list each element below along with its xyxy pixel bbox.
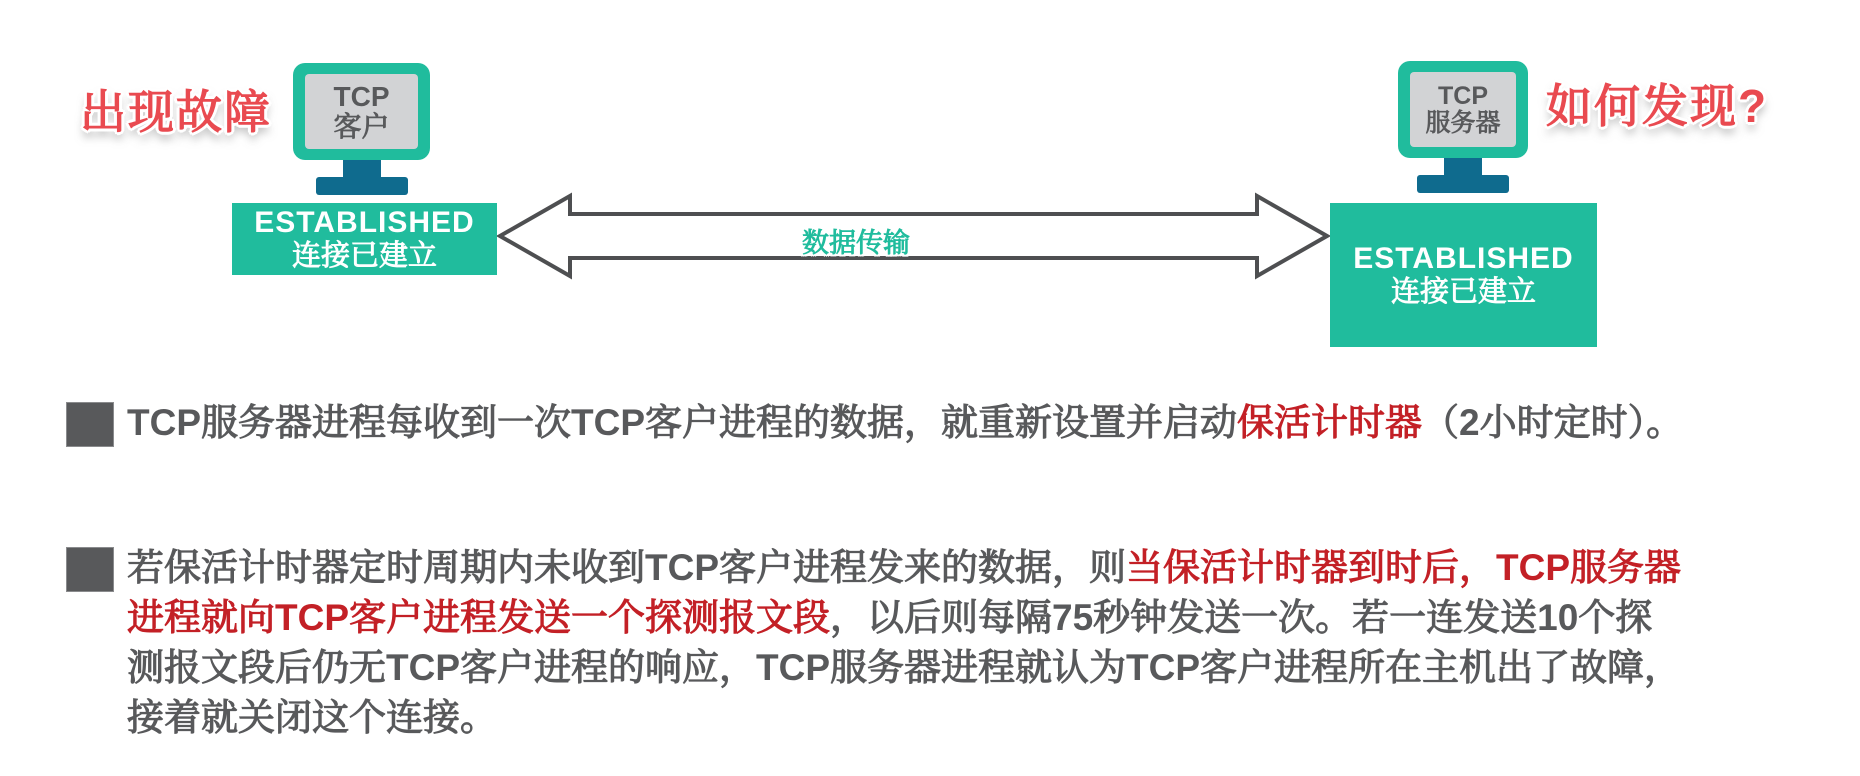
device-label-line1: TCP (1438, 81, 1488, 110)
body-text: TCP服务器进程每收到一次TCP客户进程的数据，就重新设置并启动 (127, 402, 1237, 443)
state-name-zh: 连接已建立 (291, 239, 437, 272)
monitor-frame (293, 63, 430, 160)
bullet-text-line (127, 643, 1681, 693)
monitor-frame (1398, 61, 1528, 158)
bullet-text-line (127, 693, 1681, 743)
data-transfer-label: 数据传输 (802, 228, 910, 258)
monitor-stand-neck (343, 160, 381, 177)
monitor-stand-neck (1444, 158, 1482, 175)
body-text: ，以后则每隔75秒钟发送一次。若一连发送10个探 (830, 597, 1653, 638)
device-label-line2: 服务器 (1425, 108, 1501, 137)
body-text: 测报文段后仍无TCP客户进程的响应，TCP服务器进程就认为TCP客户进程所在主机出了故障， (127, 647, 1681, 688)
client-state-box (232, 203, 497, 275)
monitor-screen (305, 74, 418, 149)
bullet-text-line (127, 543, 1681, 593)
state-name: ESTABLISHED (1353, 241, 1574, 275)
body-text: （2小时定时）。 (1422, 402, 1684, 443)
monitor-stand-base (316, 177, 408, 195)
emphasis-text: 保活计时器 (1237, 402, 1422, 443)
how-to-discover-annotation: 如何发现? (1546, 80, 1769, 132)
server-state-box (1330, 203, 1597, 347)
bullet-marker-icon (66, 547, 114, 592)
bullet-item (66, 398, 1683, 448)
bullet-marker-icon (66, 402, 114, 447)
bullet-item (66, 543, 1681, 743)
device-label-line2: 客户 (333, 110, 390, 142)
body-text: 若保活计时器定时周期内未收到TCP客户进程发来的数据，则 (127, 547, 1126, 588)
device-label-line1: TCP (333, 80, 390, 112)
bullet-text (127, 543, 1681, 743)
fault-annotation: 出现故障 (80, 86, 272, 138)
tcp-server-computer-icon (1398, 61, 1528, 193)
emphasis-text: 当保活计时器到时后，TCP服务器 (1126, 547, 1681, 588)
monitor-stand-base (1417, 175, 1509, 193)
state-name: ESTABLISHED (254, 205, 475, 239)
bullet-text-line (127, 593, 1681, 643)
emphasis-text: 进程就向TCP客户进程发送一个探测报文段 (127, 597, 830, 638)
body-text: 接着就关闭这个连接。 (127, 697, 497, 738)
bullet-text-line (127, 398, 1683, 448)
tcp-client-computer-icon (293, 63, 430, 195)
monitor-screen (1410, 72, 1516, 147)
bullet-text (127, 398, 1683, 448)
state-name-zh: 连接已建立 (1390, 275, 1536, 308)
